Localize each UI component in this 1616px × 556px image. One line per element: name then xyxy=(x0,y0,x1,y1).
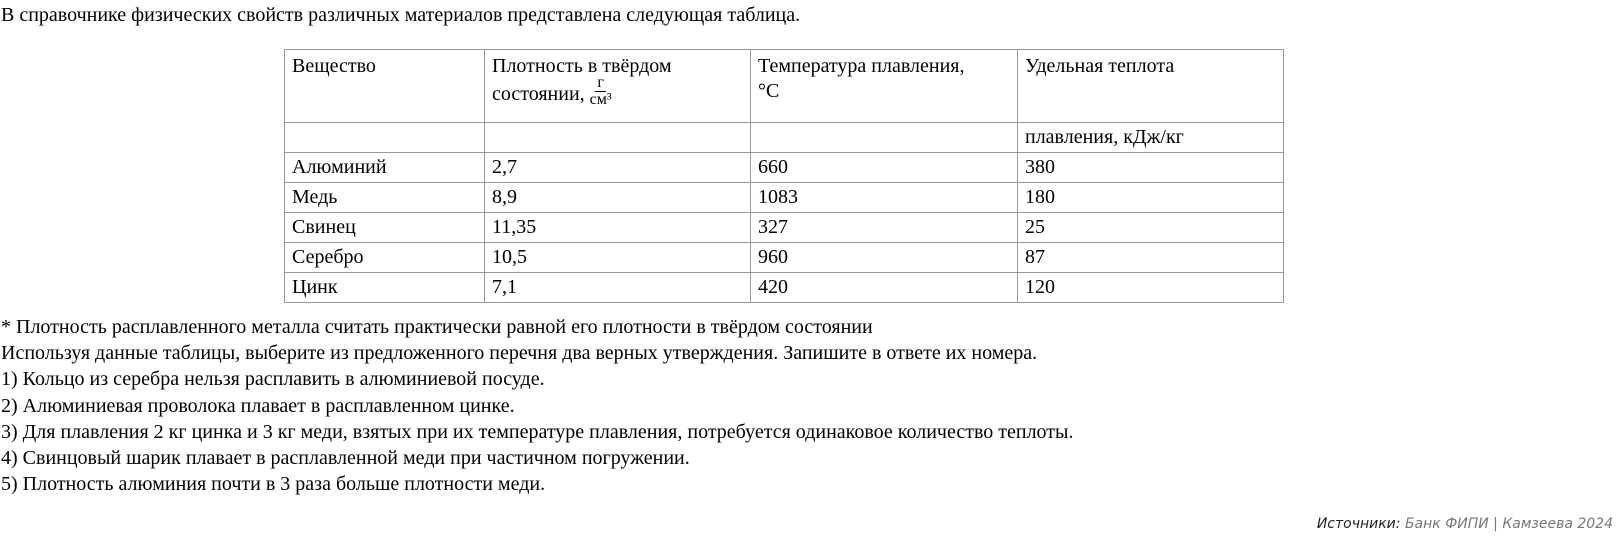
cell-melting-temp: 327 xyxy=(751,213,1018,243)
cell-density: 2,7 xyxy=(485,153,751,183)
source-value: Банк ФИПИ | Камзеева 2024 xyxy=(1404,516,1613,532)
question-text xyxy=(1,314,1073,497)
cell-substance: Свинец xyxy=(285,213,485,243)
density-unit xyxy=(590,75,612,108)
cell-density: 7,1 xyxy=(485,273,751,303)
cell-density: 10,5 xyxy=(485,243,751,273)
melting-temp-unit: °C xyxy=(758,80,780,102)
melting-temp-label: Температура плавления, xyxy=(758,55,965,77)
header-density xyxy=(485,50,751,123)
cell-heat: 180 xyxy=(1018,183,1284,213)
option-4: 4) Свинцовый шарик плавает в расплавленной меди при частичном погружении. xyxy=(1,447,690,470)
intro-text: В справочнике физических свойств различных материалов представлена следующая таблица. xyxy=(1,4,801,26)
header-substance: Вещество xyxy=(285,50,485,123)
cell-substance: Цинк xyxy=(285,273,485,303)
header-melting-temp xyxy=(751,50,1018,123)
footnote: * Плотность расплавленного металла считать практически равной его плотности в твёрдом состоянии xyxy=(1,316,873,338)
source-label: Источники: xyxy=(1316,516,1401,532)
cell-density: 8,9 xyxy=(485,183,751,213)
table-row xyxy=(285,273,1284,303)
header-heat: Удельная теплота xyxy=(1018,50,1284,123)
cell-substance: Медь xyxy=(285,183,485,213)
table-header-row xyxy=(285,50,1284,123)
instruction: Используя данные таблицы, выберите из предложенного перечня два верных утверждения. Запишите в ответе их номера. xyxy=(1,342,1038,365)
density-unit-num: г xyxy=(597,74,604,91)
table-row xyxy=(285,153,1284,183)
table-row xyxy=(285,183,1284,213)
option-1: 1) Кольцо из серебра нельзя расплавить в алюминиевой посуде. xyxy=(1,368,545,391)
cell-melting-temp: 1083 xyxy=(751,183,1018,213)
empty-cell xyxy=(485,123,751,153)
cell-melting-temp: 660 xyxy=(751,153,1018,183)
option-5: 5) Плотность алюминия почти в 3 раза больше плотности меди. xyxy=(1,473,546,496)
cell-heat: 120 xyxy=(1018,273,1284,303)
density-label: Плотность в твёрдом состоянии, xyxy=(492,55,672,106)
table-subheader-row xyxy=(285,123,1284,153)
cell-heat: 25 xyxy=(1018,213,1284,243)
cell-melting-temp: 960 xyxy=(751,243,1018,273)
cell-substance: Серебро xyxy=(285,243,485,273)
cell-heat: 87 xyxy=(1018,243,1284,273)
cell-melting-temp: 420 xyxy=(751,273,1018,303)
source-line xyxy=(1317,516,1613,532)
option-3: 3) Для плавления 2 кг цинка и 3 кг меди, взятых при их температуре плавления, потребуется одинаковое количество теплоты. xyxy=(1,420,1074,443)
table-row xyxy=(285,213,1284,243)
table-row xyxy=(285,243,1284,273)
density-unit-den: см³ xyxy=(589,91,612,108)
header-heat-cont: плавления, кДж/кг xyxy=(1018,123,1284,153)
cell-substance: Алюминий xyxy=(285,153,485,183)
empty-cell xyxy=(751,123,1018,153)
cell-heat: 380 xyxy=(1018,153,1284,183)
empty-cell xyxy=(285,123,485,153)
materials-table xyxy=(284,49,1284,303)
option-2: 2) Алюминиевая проволока плавает в расплавленном цинке. xyxy=(1,394,515,417)
cell-density: 11,35 xyxy=(485,213,751,243)
